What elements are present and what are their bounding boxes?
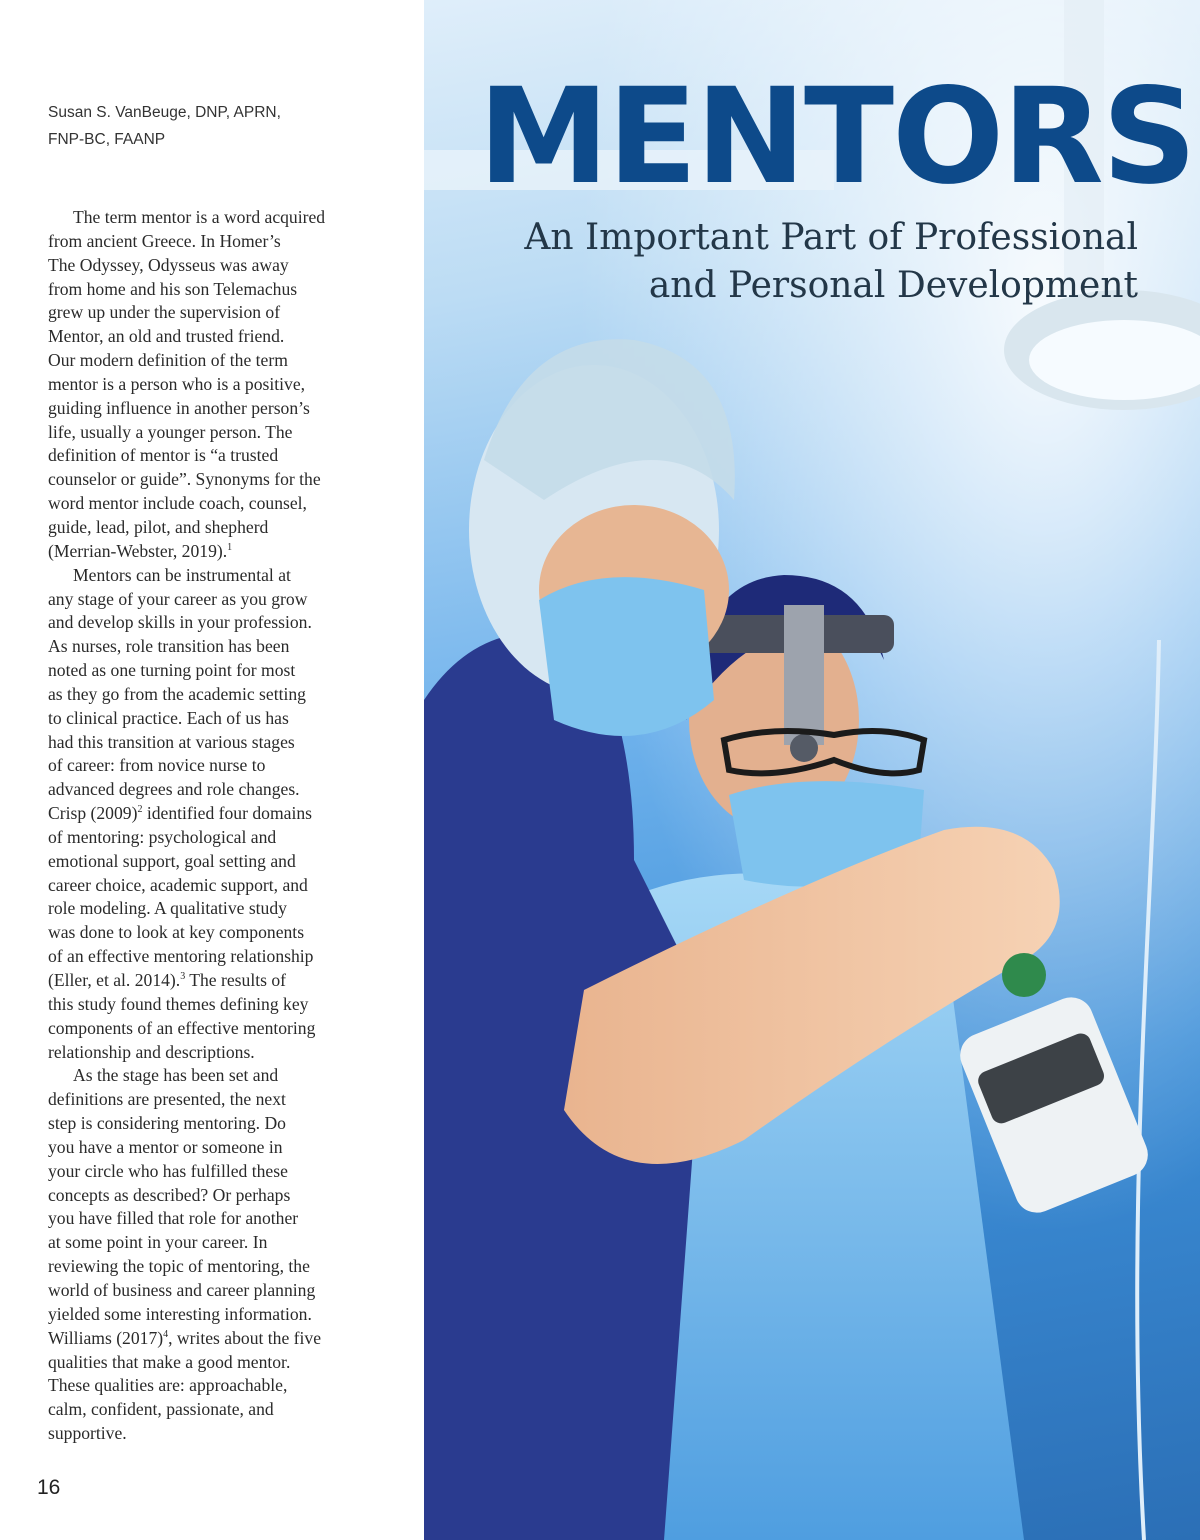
body-line: Mentors can be instrumental at — [73, 564, 291, 585]
body-line: advanced degrees and role changes. — [48, 779, 300, 800]
body-text-fragment: (Merrian-Webster, 2019). — [48, 540, 228, 561]
article-subtitle — [438, 214, 1138, 310]
body-line: your circle who has fulfilled these — [48, 1160, 288, 1181]
body-text-fragment: (Eller, et al. 2014). — [48, 970, 181, 990]
text-column — [0, 0, 424, 1540]
body-line: qualities that make a good mentor. — [48, 1351, 291, 1372]
body-line: yielded some interesting information. — [48, 1303, 312, 1324]
body-line: The Odyssey, Odysseus was away — [48, 254, 289, 275]
body-line: any stage of your career as you grow — [48, 588, 308, 609]
body-line: this study found themes defining key — [48, 993, 309, 1014]
body-line: to clinical practice. Each of us has — [48, 707, 289, 728]
subtitle-line: and Personal Development — [648, 265, 1138, 306]
body-line: emotional support, goal setting and — [48, 850, 296, 871]
body-line — [48, 1327, 393, 1351]
body-line: calm, confident, passionate, and — [48, 1399, 274, 1420]
body-line: guiding influence in another person’s — [48, 397, 310, 418]
body-line: mentor is a person who is a positive, — [48, 373, 306, 394]
body-line: world of business and career planning — [48, 1279, 316, 1300]
body-line: guide, lead, pilot, and shepherd — [48, 516, 269, 537]
body-text-fragment: The results of — [185, 970, 287, 990]
footnote-ref: 1 — [227, 541, 233, 553]
body-line: reviewing the topic of mentoring, the — [48, 1256, 310, 1277]
body-text-fragment: Williams (2017) — [48, 1327, 164, 1348]
body-line: counselor or guide”. Synonyms for the — [48, 469, 321, 490]
author-line: FNP-BC, FAANP — [48, 131, 166, 148]
body-line: concepts as described? Or perhaps — [48, 1184, 291, 1205]
author-byline — [48, 99, 368, 153]
body-line: career choice, academic support, and — [48, 874, 308, 895]
body-line: from home and his son Telemachus — [48, 278, 298, 299]
body-line: These qualities are: approachable, — [48, 1375, 288, 1396]
body-line: as they go from the academic setting — [48, 683, 306, 704]
body-line: definitions are presented, the next — [48, 1089, 286, 1110]
body-text-fragment: , writes about the five — [168, 1327, 322, 1348]
body-text-fragment: Crisp (2009) — [48, 803, 138, 824]
body-line — [48, 802, 393, 826]
body-line: Our modern definition of the term — [48, 350, 288, 371]
body-line: had this transition at various stages — [48, 731, 295, 752]
body-text-fragment: identified four domains — [142, 803, 312, 824]
footnote-ref: 4 — [163, 1328, 169, 1340]
body-line: As the stage has been set and — [73, 1065, 279, 1086]
page-number: 16 — [37, 1476, 61, 1499]
body-line: word mentor include coach, counsel, — [48, 493, 307, 514]
subtitle-line: An Important Part of Professional — [524, 217, 1138, 258]
body-line — [48, 969, 393, 993]
body-line: life, usually a younger person. The — [48, 421, 293, 442]
body-line: of an effective mentoring relationship — [48, 946, 314, 967]
body-line: from ancient Greece. In Homer’s — [48, 230, 281, 251]
article-body — [48, 206, 393, 1446]
body-line: of career: from novice nurse to — [48, 755, 266, 776]
body-line: As nurses, role transition has been — [48, 636, 290, 657]
article-title: MENTORS — [478, 60, 1195, 214]
body-line: at some point in your career. In — [48, 1232, 268, 1253]
body-line: supportive. — [48, 1423, 127, 1444]
body-line: and develop skills in your profession. — [48, 612, 312, 633]
body-line: you have a mentor or someone in — [48, 1136, 283, 1157]
footnote-ref: 3 — [180, 971, 186, 983]
body-line: definition of mentor is “a trusted — [48, 445, 279, 466]
body-line: grew up under the supervision of — [48, 302, 281, 323]
body-line: Mentor, an old and trusted friend. — [48, 326, 285, 347]
body-line: The term mentor is a word acquired — [73, 207, 326, 227]
body-line: components of an effective mentoring — [48, 1017, 316, 1038]
body-line: relationship and descriptions. — [48, 1041, 255, 1062]
body-line — [48, 540, 393, 564]
body-line: step is considering mentoring. Do — [48, 1113, 286, 1134]
body-line: role modeling. A qualitative study — [48, 898, 287, 919]
body-line: noted as one turning point for most — [48, 660, 296, 681]
body-line: was done to look at key components — [48, 922, 305, 943]
footnote-ref: 2 — [137, 804, 143, 816]
author-line: Susan S. VanBeuge, DNP, APRN, — [48, 104, 281, 121]
body-line: of mentoring: psychological and — [48, 826, 277, 847]
body-line: you have filled that role for another — [48, 1208, 299, 1229]
